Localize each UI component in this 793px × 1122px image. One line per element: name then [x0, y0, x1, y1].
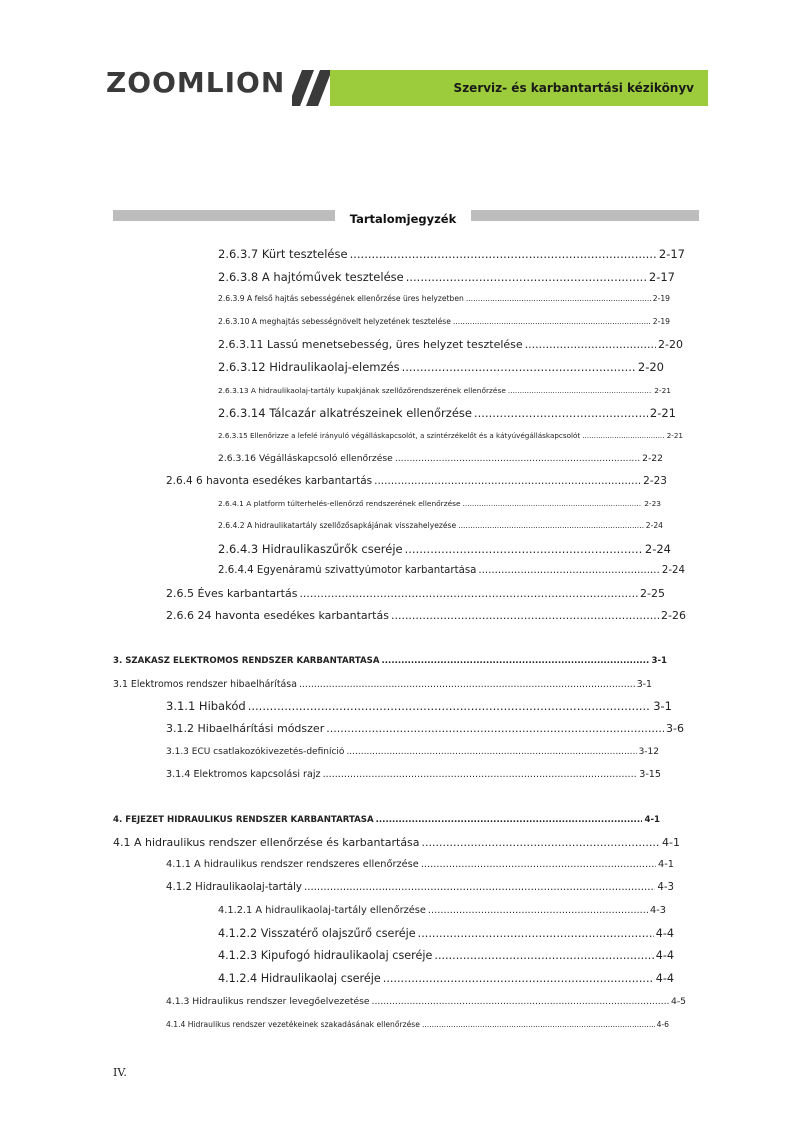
toc-entry[interactable]: 2.6.4.2 A hidraulikatartály szellőzősapkájának visszahelyezése ..... 2-24 [218, 521, 663, 530]
toc-title: Tartalomjegyzék [349, 212, 457, 226]
toc-entry[interactable]: 3.1.4 Elektromos kapcsolási rajz ..... 3-15 [166, 769, 661, 780]
toc-entry[interactable]: 4.1.2.4 Hidraulikaolaj cseréje ..... 4-4 [218, 972, 674, 985]
title-bar-left [113, 210, 335, 221]
leader-dots [422, 1020, 655, 1029]
leader-dots [304, 882, 655, 893]
toc-entry[interactable]: 2.6.4.3 Hidraulikaszűrők cseréje ..... 2-24 [218, 542, 671, 556]
leader-dots [374, 475, 641, 487]
toc-entry[interactable]: 2.6.3.7 Kürt tesztelése ..... 2-17 [218, 247, 685, 261]
leader-dots [402, 360, 636, 374]
leader-dots [434, 949, 653, 962]
leader-dots [372, 996, 669, 1007]
leader-dots [395, 453, 640, 464]
toc-entry[interactable]: 3.1.1 Hibakód ..... 3-1 [166, 699, 672, 713]
page-number: IV. [113, 1066, 127, 1079]
leader-dots [406, 270, 647, 284]
toc-entry[interactable]: 4.1.2.1 A hidraulikaolaj-tartály ellenőrzése ..... 4-3 [218, 905, 666, 916]
leader-dots [418, 927, 654, 940]
leader-dots [323, 769, 638, 780]
leader-dots [422, 836, 660, 849]
leader-dots [376, 815, 643, 825]
toc-entry[interactable]: 2.6.3.8 A hajtóművek tesztelése ..... 2-17 [218, 270, 675, 284]
toc-entry[interactable]: 2.6.3.14 Tálcazár alkatrészeinek ellenőrzése ..... 2-21 [218, 406, 676, 420]
leader-dots [421, 859, 656, 870]
toc-entry[interactable]: 2.6.4 6 havonta esedékes karbantartás ..... 2-23 [166, 475, 667, 487]
leader-dots [525, 338, 656, 351]
leader-dots [383, 972, 654, 985]
title-bar-right [471, 210, 699, 221]
toc-entry[interactable]: 4.1.4 Hidraulikus rendszer vezetékeinek szakadásának ellenőrzése ..... 4-6 [166, 1020, 669, 1029]
toc-entry[interactable]: 2.6.3.15 Ellenőrizze a lefelé irányuló végálláskapcsolót, a szintérzékelőt és a kátyúvégálláskapcsolót ..... 2-21 [218, 431, 683, 440]
leader-dots [474, 406, 648, 420]
leader-dots [453, 317, 651, 326]
header-band [330, 70, 708, 106]
leader-dots [466, 294, 651, 303]
leader-dots [248, 699, 652, 713]
toc-entry[interactable]: 4.1.1 A hidraulikus rendszer rendszeres ellenőrzése ..... 4-1 [166, 859, 674, 870]
leader-dots [458, 521, 644, 530]
leader-dots [428, 905, 648, 916]
leader-dots [405, 542, 643, 556]
toc-entry[interactable]: 4.1 A hidraulikus rendszer ellenőrzése és karbantartása ..... 4-1 [113, 836, 680, 849]
leader-dots [299, 679, 635, 690]
leader-dots [350, 247, 657, 261]
brand-logo: ZOOMLION [106, 66, 286, 99]
toc-entry[interactable]: 2.6.4.1 A platform túlterhelés-ellenőrző rendszerének ellenőrzése ..... 2-23 [218, 499, 661, 508]
toc-entry[interactable]: 3.1.2 Hibaelhárítási módszer ..... 3-6 [166, 722, 684, 735]
leader-dots [582, 431, 664, 440]
toc-entry[interactable]: 4. FEJEZET HIDRAULIKUS RENDSZER KARBANTARTÁSA ..... 4-1 [113, 815, 660, 825]
leader-dots [478, 565, 659, 576]
toc-entry[interactable]: 2.6.3.11 Lassú menetsebesség, üres helyzet tesztelése ..... 2-20 [218, 338, 683, 351]
toc-entry[interactable]: 4.1.3 Hidraulikus rendszer levegőelvezetése ..... 4-5 [166, 996, 686, 1007]
toc-entry[interactable]: 4.1.2.3 Kipufogó hidraulikaolaj cseréje ..... 4-4 [218, 949, 674, 962]
leader-dots [299, 587, 638, 600]
toc-entry[interactable]: 3.1 Elektromos rendszer hibaelhárítása ..... 3-1 [113, 679, 652, 690]
manual-title: Szerviz- és karbantartási kézikönyv [453, 81, 694, 95]
toc-entry[interactable]: 2.6.5 Éves karbantartás ..... 2-25 [166, 587, 665, 600]
toc-entry[interactable]: 2.6.3.13 A hidraulikaolaj-tartály kupakjának szellőzőrendszerének ellenőrzése ..... 2-21 [218, 386, 671, 395]
toc-entry[interactable]: 2.6.3.10 A meghajtás sebességnövelt helyzetének tesztelése ..... 2-19 [218, 317, 670, 326]
leader-dots [508, 386, 652, 395]
leader-dots [346, 747, 636, 757]
leader-dots [463, 499, 643, 508]
toc-entry[interactable]: 2.6.6 24 havonta esedékes karbantartás ..... 2-26 [166, 609, 686, 622]
toc-entry[interactable]: 2.6.3.12 Hidraulikaolaj-elemzés ..... 2-20 [218, 360, 664, 374]
toc-entry[interactable]: 2.6.3.16 Végálláskapcsoló ellenőrzése ..... 2-22 [218, 453, 663, 464]
toc-entry[interactable]: 4.1.2.2 Visszatérő olajszűrő cseréje ..... 4-4 [218, 927, 674, 940]
toc-entry[interactable]: 2.6.4.4 Egyenáramú szivattyúmotor karbantartása ..... 2-24 [218, 565, 685, 576]
leader-dots [382, 656, 650, 666]
toc-entry[interactable]: 3.1.3 ECU csatlakozókivezetés-definíció ..... 3-12 [166, 747, 659, 757]
leader-dots [391, 609, 659, 622]
toc-entry[interactable]: 3. SZAKASZ ELEKTROMOS RENDSZER KARBANTARTÁSA ..... 3-1 [113, 656, 667, 666]
toc-entry[interactable]: 4.1.2 Hidraulikaolaj-tartály ..... 4-3 [166, 882, 674, 893]
leader-dots [326, 722, 664, 735]
toc-entry[interactable]: 2.6.3.9 A felső hajtás sebességének ellenőrzése üres helyzetben ..... 2-19 [218, 294, 670, 303]
